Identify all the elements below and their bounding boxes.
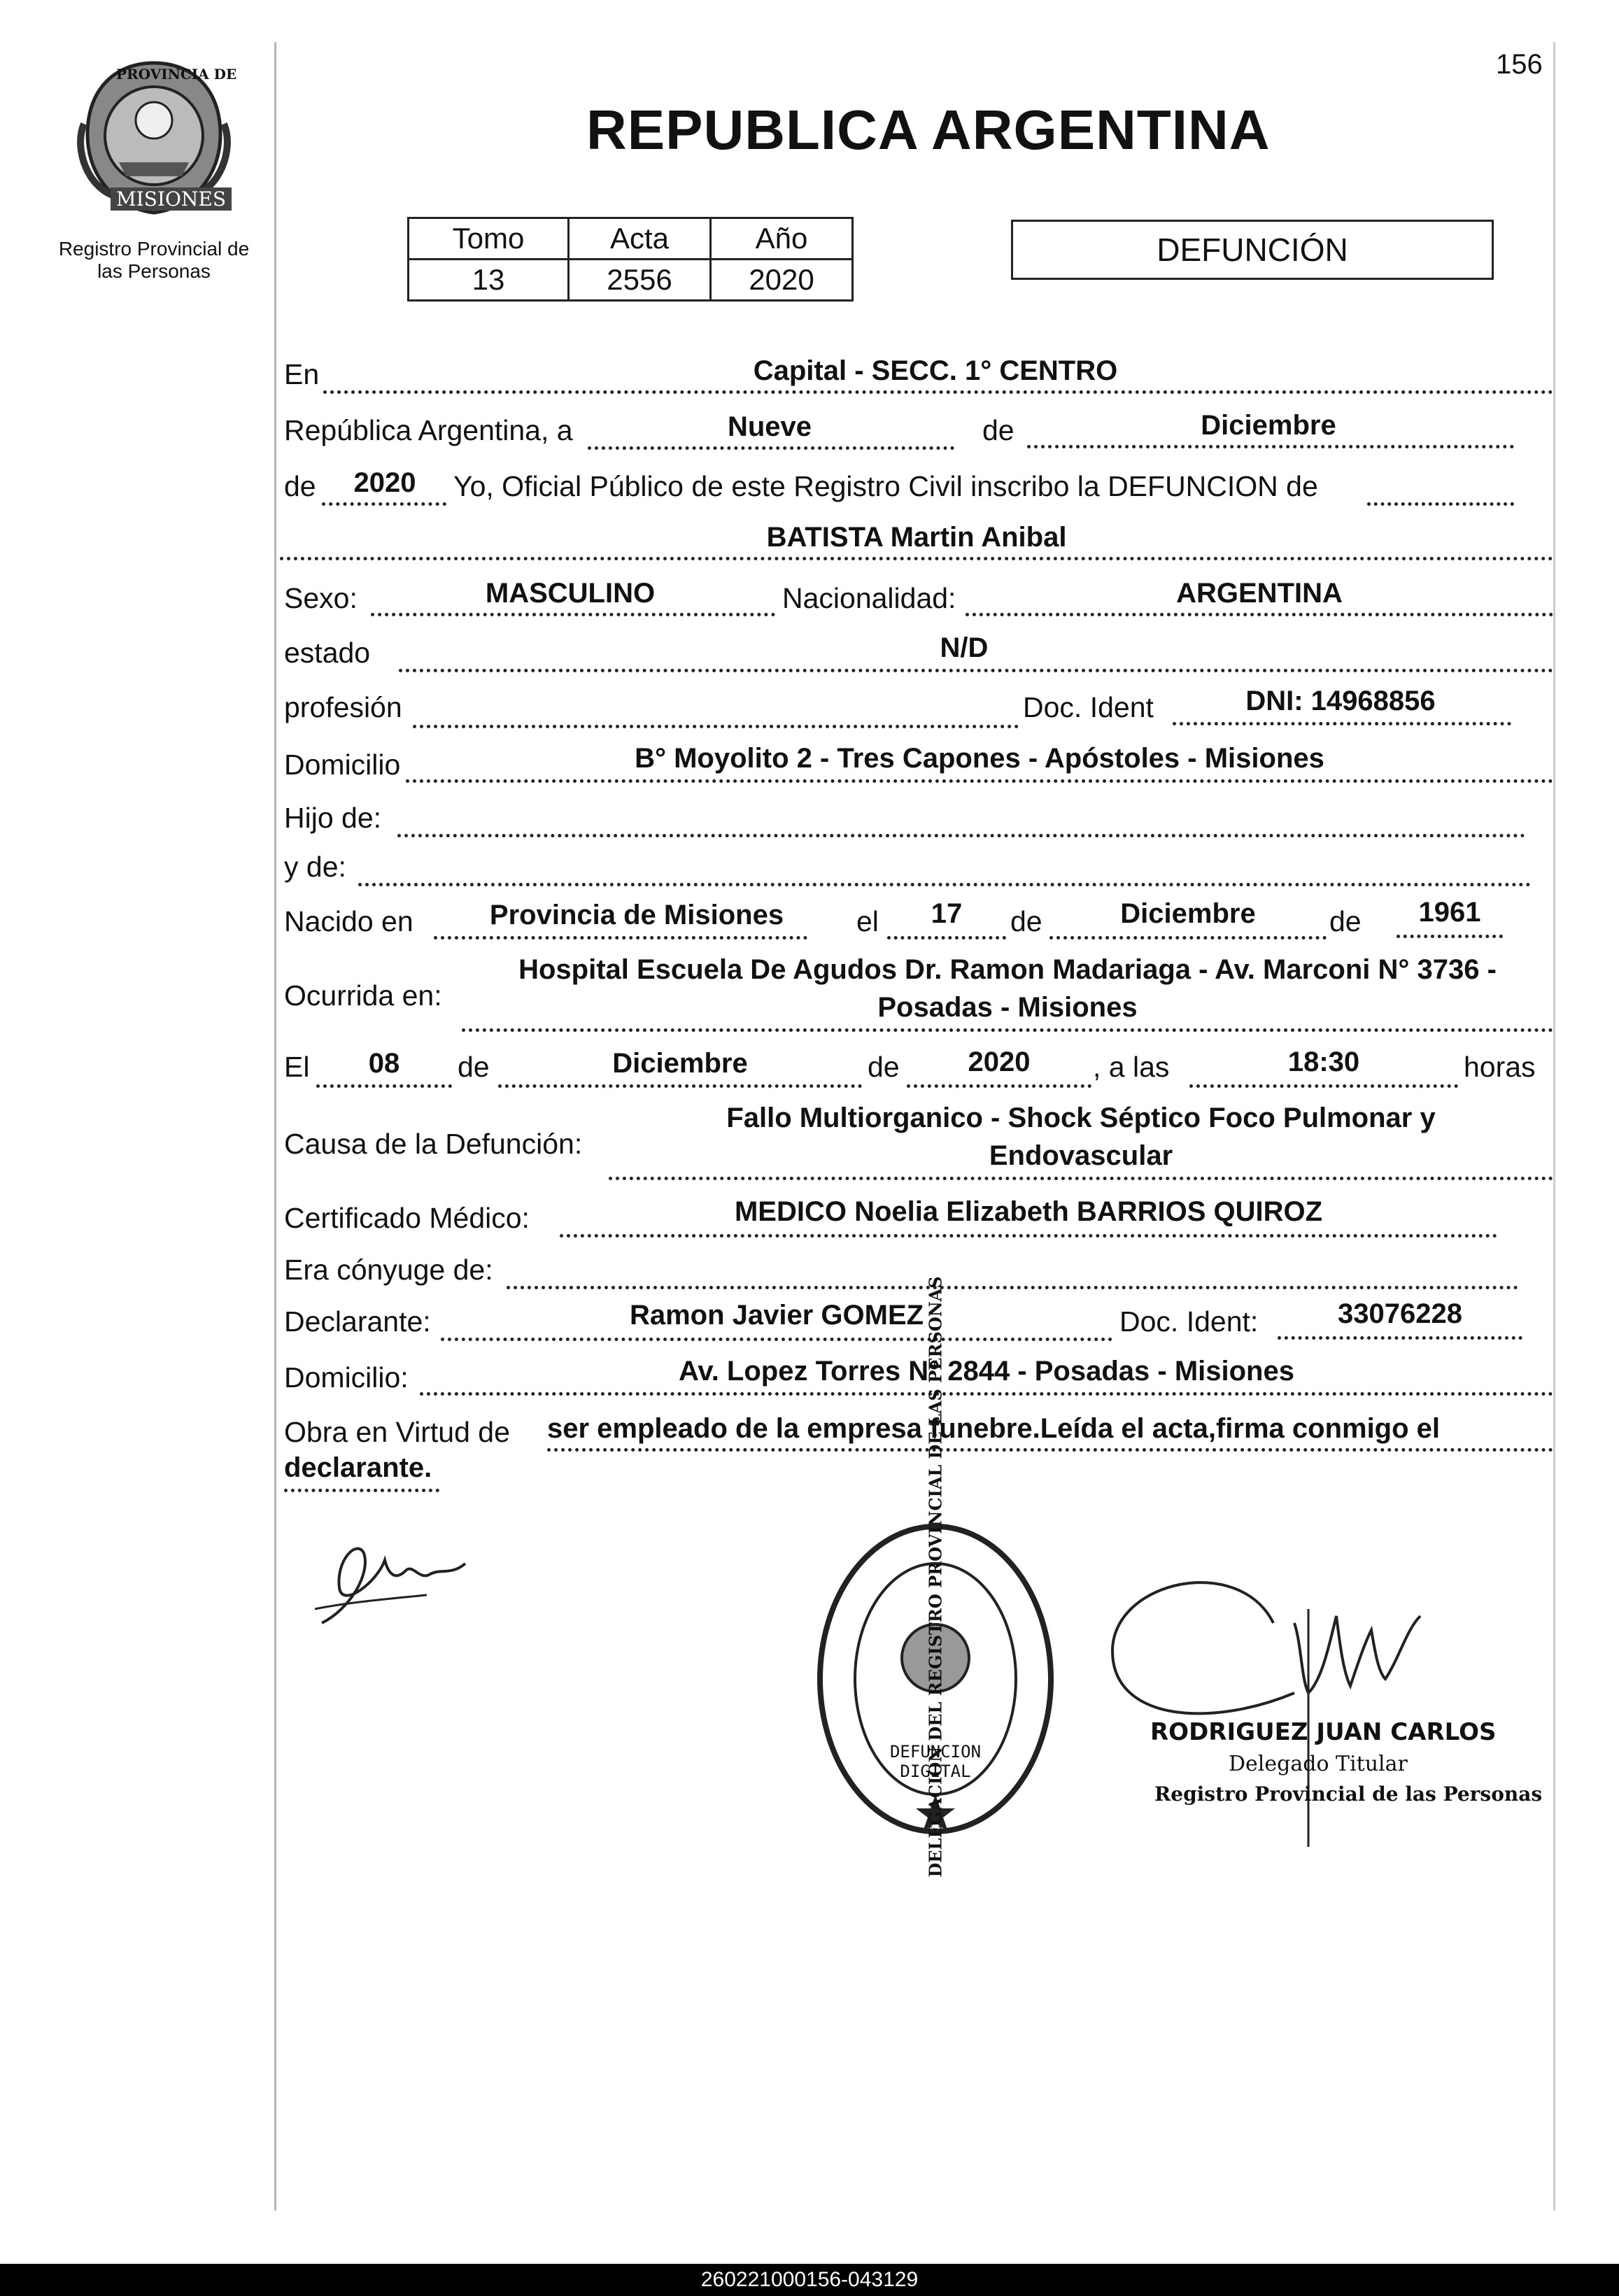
value-nac-mes: Diciembre [1120,898,1256,929]
table-value-acta: 2556 [569,260,711,301]
dotted-line [399,669,1553,672]
dotted-line [588,446,954,450]
value-certificado: MEDICO Noelia Elizabeth BARRIOS QUIROZ [734,1196,1323,1227]
declarant-signature [308,1532,504,1637]
value-causa-2: Endovascular [989,1140,1173,1171]
dotted-line [1367,502,1514,506]
dotted-line [1278,1336,1522,1340]
dotted-line [462,1028,1553,1032]
dotted-line [322,502,446,506]
record-table [407,217,854,302]
right-margin-line [1553,42,1555,2211]
province-logo [70,57,238,218]
label-el: el [856,905,879,937]
label-domicilio: Domicilio [284,749,401,781]
value-decl-doc: 33076228 [1338,1298,1462,1329]
label-causa: Causa de la Defunción: [284,1128,583,1160]
label-certificado: Certificado Médico: [284,1202,530,1234]
left-margin-line [274,42,276,2211]
page-title: REPUBLICA ARGENTINA [586,99,1271,161]
label-yo-oficial: Yo, Oficial Público de este Registro Civil inscribo la DEFUNCION de [453,470,1318,502]
value-lugar: Capital - SECC. 1° CENTRO [753,355,1118,386]
page-number: 156 [1496,49,1543,80]
label-nacido-en: Nacido en [284,905,413,937]
value-declarante: Ramon Javier GOMEZ [629,1300,924,1331]
dotted-line [413,725,1019,728]
value-anio: 2020 [353,467,416,498]
dotted-line [434,936,807,940]
dotted-line [358,883,1531,886]
dotted-line [316,1084,452,1088]
label-el-cap: El [284,1051,310,1083]
label-de: de [982,414,1014,446]
label-doc-ident: Doc. Ident [1023,691,1154,723]
value-nac-dia: 17 [931,898,963,929]
value-def-anio: 2020 [968,1047,1031,1077]
dotted-line [560,1234,1497,1238]
label-nacionalidad: Nacionalidad: [782,582,956,614]
label-declarante: Declarante: [284,1305,431,1338]
table-value-tomo: 13 [409,260,569,301]
registry-line-1: Registro Provincial de [58,238,250,260]
table-header-anio: Año [711,218,853,260]
value-def-mes: Diciembre [612,1048,748,1079]
label-republica: República Argentina, a [284,414,573,446]
label-a-las: , a las [1093,1051,1170,1083]
footer-id: 260221000156-043129 [0,2264,1619,2296]
dotted-line [420,1392,1553,1396]
official-org: Registro Provincial de las Personas [1154,1783,1543,1806]
value-nac-anio: 1961 [1418,897,1481,928]
label-hijo-de: Hijo de: [284,802,382,834]
stamp-inner-text: DEFUNCION DIGITAL [889,1742,982,1781]
logo-text-top: PROVINCIA DE [116,66,237,83]
value-nombre: BATISTA Martin Anibal [766,522,1067,553]
label-y-de: y de: [284,851,346,883]
value-ocurrida-2: Posadas - Misiones [877,992,1138,1023]
dotted-line [1397,935,1503,938]
value-obra-1: ser empleado de la empresa funebre.Leída el acta,firma conmigo el [547,1413,1441,1444]
label-en: En [284,358,320,390]
dotted-line [1049,936,1327,940]
table-header-acta: Acta [569,218,711,260]
dotted-line [507,1286,1518,1289]
dotted-line [1027,445,1514,448]
value-nacido-en: Provincia de Misiones [489,900,784,930]
value-decl-domicilio: Av. Lopez Torres N° 2844 - Posadas - Misiones [679,1356,1294,1387]
label-de-nac-mes: de [1010,905,1042,937]
official-role: Delegado Titular [1229,1752,1408,1776]
dotted-line [323,390,1553,394]
dotted-line [284,1489,439,1492]
official-stamp [813,1276,1058,1878]
logo-text-bottom: MISIONES [111,187,232,211]
record-type-box: DEFUNCIÓN [1011,220,1494,280]
value-sexo: MASCULINO [485,578,656,609]
dotted-line [1173,722,1511,725]
value-domicilio: B° Moyolito 2 - Tres Capones - Apóstoles - Misiones [635,743,1324,774]
table-header-tomo: Tomo [409,218,569,260]
dotted-line [907,1084,1091,1088]
label-obra: Obra en Virtud de [284,1416,510,1448]
label-de-anio: de [284,470,316,502]
value-def-hora: 18:30 [1287,1047,1360,1077]
value-obra-2: declarante. [284,1452,432,1483]
registry-caption [28,238,280,283]
value-nacionalidad: ARGENTINA [1176,578,1343,609]
label-profesion: profesión [284,691,402,723]
stamp-ring-text: DELEGACION DEL REGISTRO PROVINCIAL DE LAS PERSONAS [925,1276,946,1878]
table-value-anio: 2020 [711,260,853,301]
dotted-line [887,936,1006,940]
dotted-line [280,557,1553,560]
value-doc: DNI: 14968856 [1245,686,1436,716]
dotted-line [397,834,1525,837]
dotted-line [498,1084,862,1088]
value-def-dia: 08 [368,1048,400,1079]
dotted-line [547,1448,1553,1452]
official-name: RODRIGUEZ JUAN CARLOS [1150,1718,1497,1746]
label-de-def-mes: de [458,1051,490,1083]
dotted-line [406,779,1553,783]
label-conyuge: Era cónyuge de: [284,1254,493,1286]
value-dia-letras: Nueve [727,411,812,442]
label-decl-domicilio: Domicilio: [284,1361,409,1394]
label-de-def-anio: de [868,1051,900,1083]
dotted-line [966,613,1553,616]
dotted-line [609,1177,1553,1180]
dotted-line [441,1338,1112,1341]
label-horas: horas [1464,1051,1536,1083]
dotted-line [1189,1084,1458,1088]
label-de-nac-anio: de [1329,905,1362,937]
label-ocurrida-en: Ocurrida en: [284,979,442,1012]
value-ocurrida-1: Hospital Escuela De Agudos Dr. Ramon Madariaga - Av. Marconi N° 3736 - [518,954,1497,985]
value-estado: N/D [940,632,989,663]
label-sexo: Sexo: [284,582,358,614]
dotted-line [371,613,775,616]
registry-line-2: las Personas [97,260,211,282]
value-mes: Diciembre [1201,410,1336,441]
label-decl-doc: Doc. Ident: [1119,1305,1259,1338]
label-estado: estado [284,637,371,669]
value-causa-1: Fallo Multiorganico - Shock Séptico Foco Pulmonar y [726,1103,1436,1133]
